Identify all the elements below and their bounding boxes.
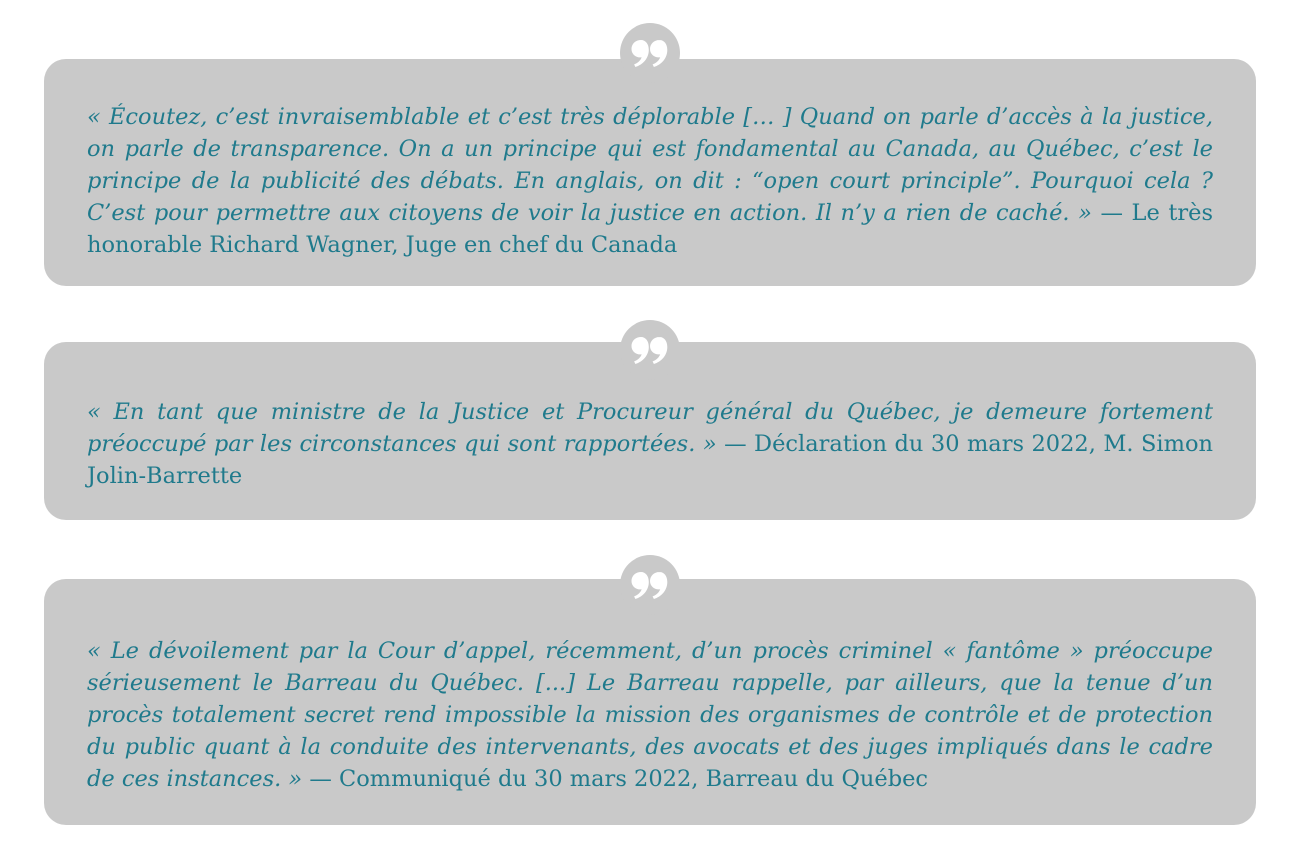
quote-attribution: — Communiqué du 30 mars 2022, Barreau du Québec	[302, 766, 929, 792]
closing-quotation-mark-icon	[620, 555, 680, 615]
quote-paragraph	[87, 59, 1213, 261]
quote-text: « Le dévoilement par la Cour d’appel, récemment, d’un procès criminel « fantôme » préoccupe sérieusement le Barreau du Québec. [...] Le Barreau rappelle, par ailleurs, que la tenue d’un procès totalement secret rend impossible la mission des organismes de contrôle et de protection du public quant à la conduite des intervenants, des avocats et des juges impliqués dans le cadre de ces instances. »	[87, 638, 1213, 792]
quote-card-wagner	[44, 59, 1256, 286]
quote-attribution: — Le très honorable Richard Wagner, Juge en chef du Canada	[87, 200, 1213, 258]
quote-text: « En tant que ministre de la Justice et Procureur général du Québec, je demeure fortement préoccupé par les circonstances qui sont rapportées. »	[87, 399, 1213, 457]
quote-card-barreau	[44, 579, 1256, 825]
quote-attribution: — Déclaration du 30 mars 2022, M. Simon Jolin-Barrette	[87, 431, 1213, 489]
closing-quotation-mark-icon	[620, 23, 680, 83]
quote-text: « Écoutez, c’est invraisemblable et c’est très déplorable [… ] Quand on parle d’accès à la justice, on parle de transparence. On a un principe qui est fondamental au Canada, au Québec, c’est le principe de la publicité des débats. En anglais, on dit : “open court principle”. Pourquoi cela ? C’est pour permettre aux citoyens de voir la justice en action. Il n’y a rien de caché. »	[87, 104, 1213, 226]
closing-quotation-mark-icon	[620, 320, 680, 380]
